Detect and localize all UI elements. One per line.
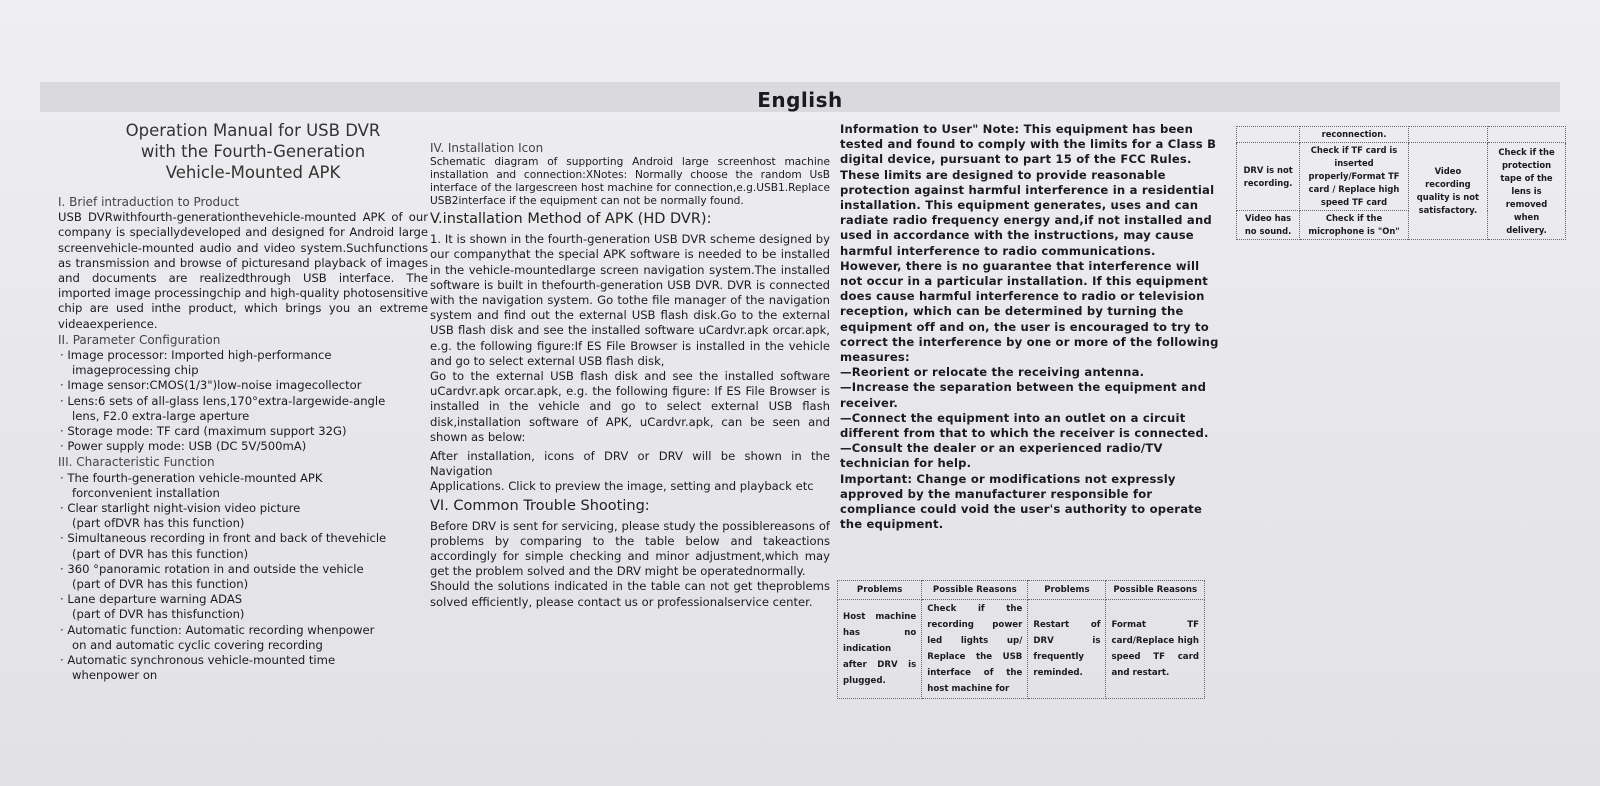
list-item: lens, F2.0 extra-large aperture	[72, 408, 250, 423]
section-heading: V.installation Method of APK (HD DVR):	[430, 211, 712, 228]
fcc-measure: —Increase the separation between the equipment and receiver.	[840, 380, 1207, 410]
list-item: · Image sensor:CMOS(1/3")low-noise imagecollector	[60, 378, 362, 393]
troubleshooting-table	[837, 580, 1205, 699]
table-row	[1237, 127, 1566, 143]
fcc-paragraph: Information to User" Note: This equipment has been tested and found to comply with the limits for a Class B digital device, pursuant to part 15 of the FCC Rules. These limits are designed to provide reasonable protection against harmful interference in a residential installation. This equipment generates, uses and can radiate radio frequency energy and,if not installed and used in accordance with the instructions, may cause harmful interference to radio communications. However, there is no guarantee that interference will not occur in a particular installation. If this equipment does cause harmful interference to radio or television reception, which can be determined by turning the equipment off and on, the user is encouraged to try to correct the interference by one or more of the following measures:	[840, 122, 1219, 365]
list-item: · 360 °panoramic rotation in and outside the vehicle	[60, 561, 364, 576]
section-heading: III. Characteristic Function	[58, 455, 215, 470]
section-body: Go to the external USB flash disk and see the installed software uCardvr.apk orcar.apk, e.g. the following figure: If ES File Browser is installed in the vehicle and go to select external USB flash disk,installation software of APK, uCardvr.apk, can be seen and shown as below:	[430, 369, 830, 444]
list-item: · Automatic function: Automatic recording whenpower	[60, 622, 375, 637]
table-cell	[1408, 127, 1487, 143]
list-item: · Clear starlight night-vision video picture	[60, 501, 301, 516]
parameter-list	[58, 348, 428, 454]
column-3	[840, 122, 1220, 532]
list-item: (part ofDVR has this function)	[72, 516, 245, 531]
manual-title-line: with the Fourth-Generation	[140, 142, 366, 161]
table-cell: Video recording quality is not satisfactory.	[1408, 143, 1487, 240]
section-body: Applications. Click to preview the image, setting and playback etc	[430, 479, 814, 494]
list-item: on and automatic cyclic covering recording	[72, 637, 323, 652]
table-cell	[1488, 127, 1566, 143]
list-item: · Simultaneous recording in front and back of thevehicle	[60, 531, 387, 546]
feature-list	[58, 471, 428, 684]
table-cell: DRV is not recording.	[1237, 143, 1300, 211]
list-item: · Lane departure warning ADAS	[60, 592, 243, 607]
column-header: Possible Reasons	[1106, 581, 1205, 600]
section-body: 1. It is shown in the fourth-generation USB DVR scheme designed by our companythat the special APK software is needed to be installed in the vehicle-mountedlarge screen navigation system.The installed software is built in thefourth-generation USB DVR. DVR is connected with the navigation system. Go tothe file manager of the navigation system and find out the external USB flash disk.Go to the external USB flash disk and see the installed software uCardvr.apk orcar.apk, e.g. the following figure:If ES File Browser is installed in the vehicle and go to select external USB flash disk,	[430, 232, 830, 368]
section-heading: II. Parameter Configuration	[58, 332, 221, 347]
fcc-important: Important: Change or modifications not expressly approved by the manufacturer responsible for compliance could void the user's authority to operate the equipment.	[840, 471, 1203, 532]
section-body: Before DRV is sent for servicing, please study the possiblereasons of problems by comparing to the table below and takeactions accordingly for simple checking and minor adjustment,which may get the problem solved and the DRV might be operatednormally.	[430, 518, 830, 579]
column-header: Problems	[838, 581, 922, 600]
table-cell: Check if the microphone is "On"	[1300, 211, 1409, 240]
list-item: · Image processor: Imported high-performance	[60, 348, 332, 363]
table-cell: Check if the protection tape of the lens is removed when delivery.	[1488, 143, 1566, 240]
section-body: Schematic diagram of supporting Android large screenhost machine installation and connection:XNotes: Normally choose the random UsB interface of the largescreen host machine for connection,e.g.USB1.Replace USB2interface if the equipment can not be normally found.	[430, 156, 830, 208]
list-item: imageprocessing chip	[72, 363, 199, 378]
table-cell: Video has no sound.	[1237, 211, 1300, 240]
list-item: · Storage mode: TF card (maximum support 32G)	[60, 424, 347, 439]
list-item: whenpower on	[72, 668, 158, 683]
list-item: · The fourth-generation vehicle-mounted APK	[60, 470, 323, 485]
list-item: · Automatic synchronous vehicle-mounted time	[60, 653, 336, 668]
table-row	[1237, 143, 1566, 211]
column-header: Possible Reasons	[922, 581, 1028, 600]
section-body: After installation, icons of DRV or DRV will be shown in the Navigation	[430, 449, 830, 479]
manual-title-line: Operation Manual for USB DVR	[125, 121, 381, 140]
list-item: · Lens:6 sets of all-glass lens,170°extra-largewide-angle	[60, 393, 386, 408]
table-cell	[1237, 127, 1300, 143]
column-header: Problems	[1028, 581, 1106, 600]
section-heading: IV. Installation Icon	[430, 141, 544, 155]
fcc-measure: —Reorient or relocate the receiving antenna.	[840, 365, 1145, 380]
section-heading: I. Brief intraduction to Product	[58, 195, 240, 209]
section-body: USB DVRwithfourth-generationthevehicle-mounted APK of our company is speciallydeveloped and designed for Android large screenvehicle-mounted audio and video system.Suchfunctions as transmission and browse of picturesand playback of images and documents are realizedthrough USB interface. The imported image processingchip and high-quality photosensitive chip are used inthe product, which brings you an extreme videaexperience.	[58, 210, 429, 331]
fcc-measure: —Connect the equipment into an outlet on a circuit different from that to which the receiver is connected.	[840, 410, 1209, 441]
table-row	[838, 600, 1205, 699]
list-item: (part of DVR has this function)	[72, 577, 249, 592]
list-item: · Power supply mode: USB (DC 5V/500mA)	[60, 439, 307, 454]
table-cell: Host machine has no indication after DRV is plugged.	[838, 600, 922, 699]
fcc-measure: —Consult the dealer or an experienced radio/TV technician for help.	[840, 441, 1163, 471]
table-cell: Format TF card/Replace high speed TF card and restart.	[1106, 600, 1205, 699]
list-item: (part of DVR has thisfunction)	[72, 607, 245, 622]
language-heading: English	[757, 88, 843, 112]
list-item: forconvenient installation	[72, 485, 220, 500]
manual-title	[58, 120, 428, 183]
column-2	[430, 140, 830, 610]
manual-title-line: Vehicle-Mounted APK	[165, 163, 341, 182]
column-1	[58, 120, 428, 684]
table-cell: Check if TF card is inserted properly/Format TF card / Replace high speed TF card	[1300, 143, 1409, 211]
section-body: Should the solutions indicated in the table can not get theproblems solved efficiently, please contact us or professionalservice center.	[430, 579, 830, 609]
table-cell: reconnection.	[1300, 127, 1409, 143]
troubleshooting-table-continued	[1236, 126, 1566, 240]
table-header-row	[838, 581, 1205, 600]
table-cell: Restart of DRV is frequently reminded.	[1028, 600, 1106, 699]
table-cell: Check if the recording power led lights up/ Replace the USB interface of the host machine for	[922, 600, 1028, 699]
section-heading: VI. Common Trouble Shooting:	[430, 497, 650, 514]
list-item: (part of DVR has this function)	[72, 546, 249, 561]
